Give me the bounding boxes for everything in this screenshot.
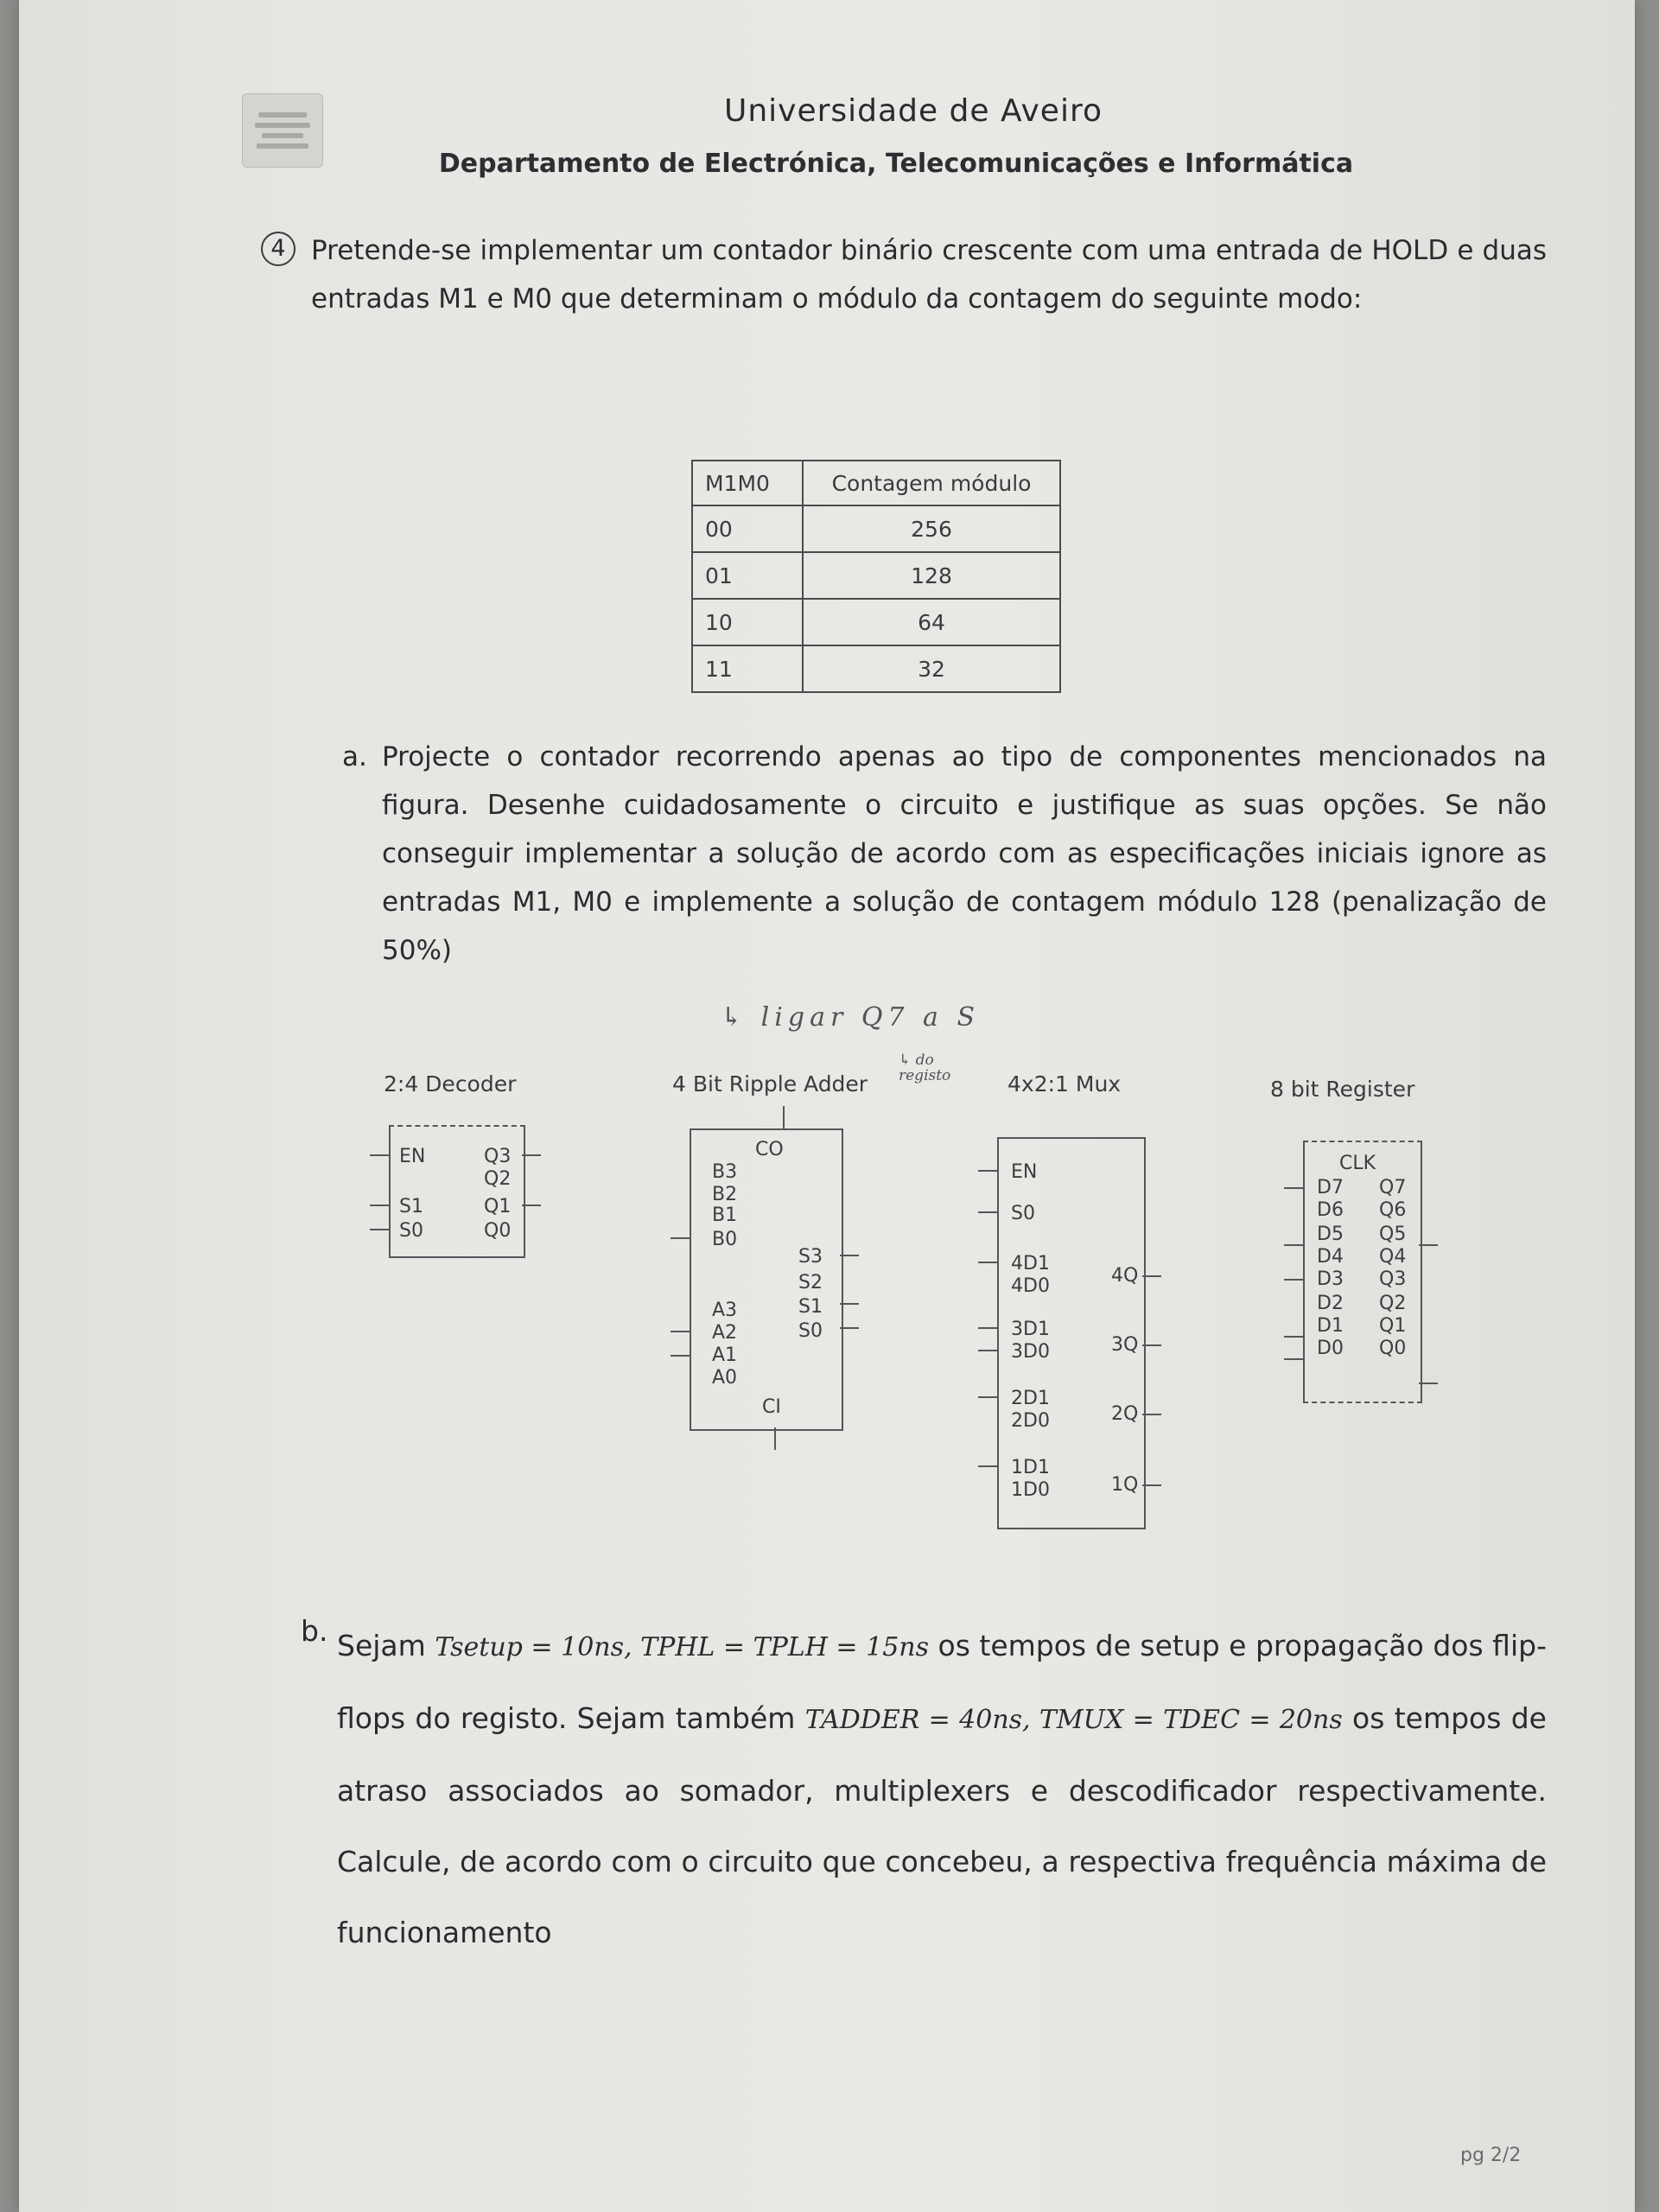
pin-line: [1142, 1484, 1161, 1486]
mux-pin: 3D1: [1011, 1319, 1050, 1340]
register-pin: Q1: [1379, 1315, 1407, 1337]
adder-pin: CI: [762, 1396, 781, 1418]
adder-pin: B1: [712, 1205, 738, 1226]
pin-line: [1284, 1358, 1303, 1360]
table-row: [692, 599, 1060, 645]
pin-line: [370, 1154, 389, 1156]
adder-pin: S1: [798, 1296, 823, 1318]
table-header-row: [692, 461, 1060, 505]
register-title: 8 bit Register: [1270, 1077, 1415, 1102]
decoder-pin: Q1: [484, 1196, 512, 1217]
question-number: 4: [261, 232, 296, 266]
register-pin: Q7: [1379, 1177, 1407, 1198]
adder-pin: A0: [712, 1367, 738, 1389]
table-cell: 256: [803, 505, 1060, 552]
register-pin: D1: [1317, 1315, 1344, 1337]
pin-line: [370, 1205, 389, 1206]
decoder-pin: Q3: [484, 1146, 512, 1167]
pin-line: [522, 1205, 541, 1206]
mux-pin: 2D0: [1011, 1410, 1050, 1432]
adder-pin: B3: [712, 1161, 738, 1183]
page-number: pg 2/2: [1460, 2145, 1522, 2166]
pin-line: [1142, 1414, 1161, 1415]
pin-line: [1284, 1244, 1303, 1246]
department-name: Departamento de Electrónica, Telecomunicações e Informática: [438, 149, 1354, 179]
table-cell: 64: [803, 599, 1060, 645]
mux-pin: 4Q: [1111, 1265, 1139, 1287]
part-b-label: b.: [301, 1614, 328, 1648]
register-pin: Q5: [1379, 1224, 1407, 1245]
part-a: [342, 733, 1547, 975]
mux-pin: 2D1: [1011, 1388, 1050, 1409]
register-pin: D5: [1317, 1224, 1344, 1245]
pin-line: [671, 1355, 690, 1357]
decoder-title: 2:4 Decoder: [384, 1071, 517, 1096]
delay-times: TADDER = 40ns, TMUX = TDEC = 20ns: [804, 1705, 1343, 1735]
register-pin: D0: [1317, 1338, 1344, 1359]
pin-line: [1142, 1275, 1161, 1277]
register-pin: D2: [1317, 1293, 1344, 1314]
decoder-pin: EN: [399, 1146, 426, 1167]
mux-pin: S0: [1011, 1203, 1035, 1224]
table-cell: 128: [803, 552, 1060, 599]
mux-pin: 1D0: [1011, 1479, 1050, 1501]
mux-box: [997, 1137, 1146, 1529]
register-box: [1303, 1141, 1422, 1403]
part-b-lead: Sejam: [337, 1629, 426, 1662]
adder-pin: CO: [755, 1139, 784, 1160]
modulo-table: [691, 460, 1061, 693]
pin-line: [1284, 1336, 1303, 1338]
table-cell: 11: [692, 645, 803, 692]
pin-line: [783, 1106, 785, 1128]
register-pin: Q2: [1379, 1293, 1407, 1314]
pin-line: [978, 1465, 997, 1467]
pin-line: [978, 1211, 997, 1213]
table-header-cell: M1M0: [692, 461, 803, 505]
document-page: [19, 0, 1635, 2212]
pin-line: [1284, 1187, 1303, 1189]
table-cell: 32: [803, 645, 1060, 692]
adder-pin: A1: [712, 1344, 738, 1366]
part-b-text-1: os tempos de setup e propagação dos flip-flops do registo. Sejam também: [337, 1629, 1547, 1735]
adder-pin: S2: [798, 1272, 823, 1294]
mux-pin: 3D0: [1011, 1341, 1050, 1363]
register-pin: D3: [1317, 1268, 1344, 1290]
decoder-pin: Q0: [484, 1220, 512, 1242]
mux-pin: 1Q: [1111, 1474, 1139, 1496]
pin-line: [1284, 1279, 1303, 1281]
pin-line: [1142, 1344, 1161, 1346]
pin-line: [370, 1229, 389, 1230]
register-pin: Q3: [1379, 1268, 1407, 1290]
pin-line: [774, 1427, 776, 1450]
register-pin: D7: [1317, 1177, 1344, 1198]
decoder-pin: Q2: [484, 1168, 512, 1190]
mux-pin: 3Q: [1111, 1334, 1139, 1356]
adder-pin: A3: [712, 1300, 738, 1321]
pin-line: [978, 1396, 997, 1398]
question-text: Pretende-se implementar um contador binário crescente com uma entrada de HOLD e duas entradas M1 e M0 que determinam o módulo da contagem do seguinte modo:: [311, 235, 1547, 315]
adder-pin: B0: [712, 1229, 738, 1250]
mux-pin: EN: [1011, 1161, 1038, 1183]
part-b: [337, 1611, 1547, 1968]
register-pin: Q4: [1379, 1246, 1407, 1268]
pin-line: [840, 1303, 859, 1305]
table-row: [692, 552, 1060, 599]
setup-propagation-times: Tsetup = 10ns, TPHL = TPLH = 15ns: [435, 1632, 929, 1662]
decoder-pin: S0: [399, 1220, 423, 1242]
handwritten-side-note: ↳ do registo: [899, 1052, 951, 1084]
adder-pin: A2: [712, 1322, 738, 1344]
register-pin: CLK: [1339, 1153, 1376, 1174]
table-header-cell: Contagem módulo: [803, 461, 1060, 505]
pin-line: [522, 1154, 541, 1156]
register-pin: Q6: [1379, 1199, 1407, 1221]
adder-title: 4 Bit Ripple Adder: [672, 1071, 868, 1096]
pin-line: [671, 1237, 690, 1239]
table-cell: 01: [692, 552, 803, 599]
pin-line: [978, 1170, 997, 1172]
part-b-text-2: os tempos de atraso associados ao somador, multiplexers e descodificador respectivamente. Calcule, de acordo com o circuito que concebeu, a respectiva frequência máxima de funcionamento: [337, 1701, 1547, 1949]
table-row: [692, 645, 1060, 692]
table-cell: 00: [692, 505, 803, 552]
part-a-text: Projecte o contador recorrendo apenas ao tipo de componentes mencionados na figura. Desenhe cuidadosamente o circuito e justifique as suas opções. Se não conseguir implementar a solução de acordo com as especificações iniciais ignore as entradas M1, M0 e implemente a solução de contagem módulo 128 (penalização de 50%): [382, 741, 1547, 966]
mux-title: 4x2:1 Mux: [1007, 1071, 1122, 1096]
decoder-pin: S1: [399, 1196, 423, 1217]
pin-line: [840, 1327, 859, 1329]
mux-pin: 4D0: [1011, 1275, 1050, 1297]
part-a-label: a.: [342, 741, 367, 772]
table-cell: 10: [692, 599, 803, 645]
table-row: [692, 505, 1060, 552]
university-name: Universidade de Aveiro: [724, 93, 1103, 129]
pin-line: [1419, 1382, 1438, 1384]
pin-line: [978, 1350, 997, 1351]
register-pin: D6: [1317, 1199, 1344, 1221]
adder-box: [690, 1128, 843, 1431]
handwritten-note: ↳ ligar Q7 a S: [721, 1002, 981, 1033]
adder-pin: S0: [798, 1320, 823, 1342]
adder-pin: B2: [712, 1184, 738, 1205]
pin-line: [1419, 1244, 1438, 1246]
mux-pin: 2Q: [1111, 1403, 1139, 1425]
decoder-box: [389, 1125, 525, 1258]
adder-pin: S3: [798, 1246, 823, 1268]
register-pin: D4: [1317, 1246, 1344, 1268]
pin-line: [978, 1327, 997, 1329]
pin-line: [840, 1255, 859, 1256]
mux-pin: 4D1: [1011, 1253, 1050, 1274]
register-pin: Q0: [1379, 1338, 1407, 1359]
pin-line: [978, 1262, 997, 1263]
pin-line: [671, 1331, 690, 1332]
mux-pin: 1D1: [1011, 1457, 1050, 1478]
